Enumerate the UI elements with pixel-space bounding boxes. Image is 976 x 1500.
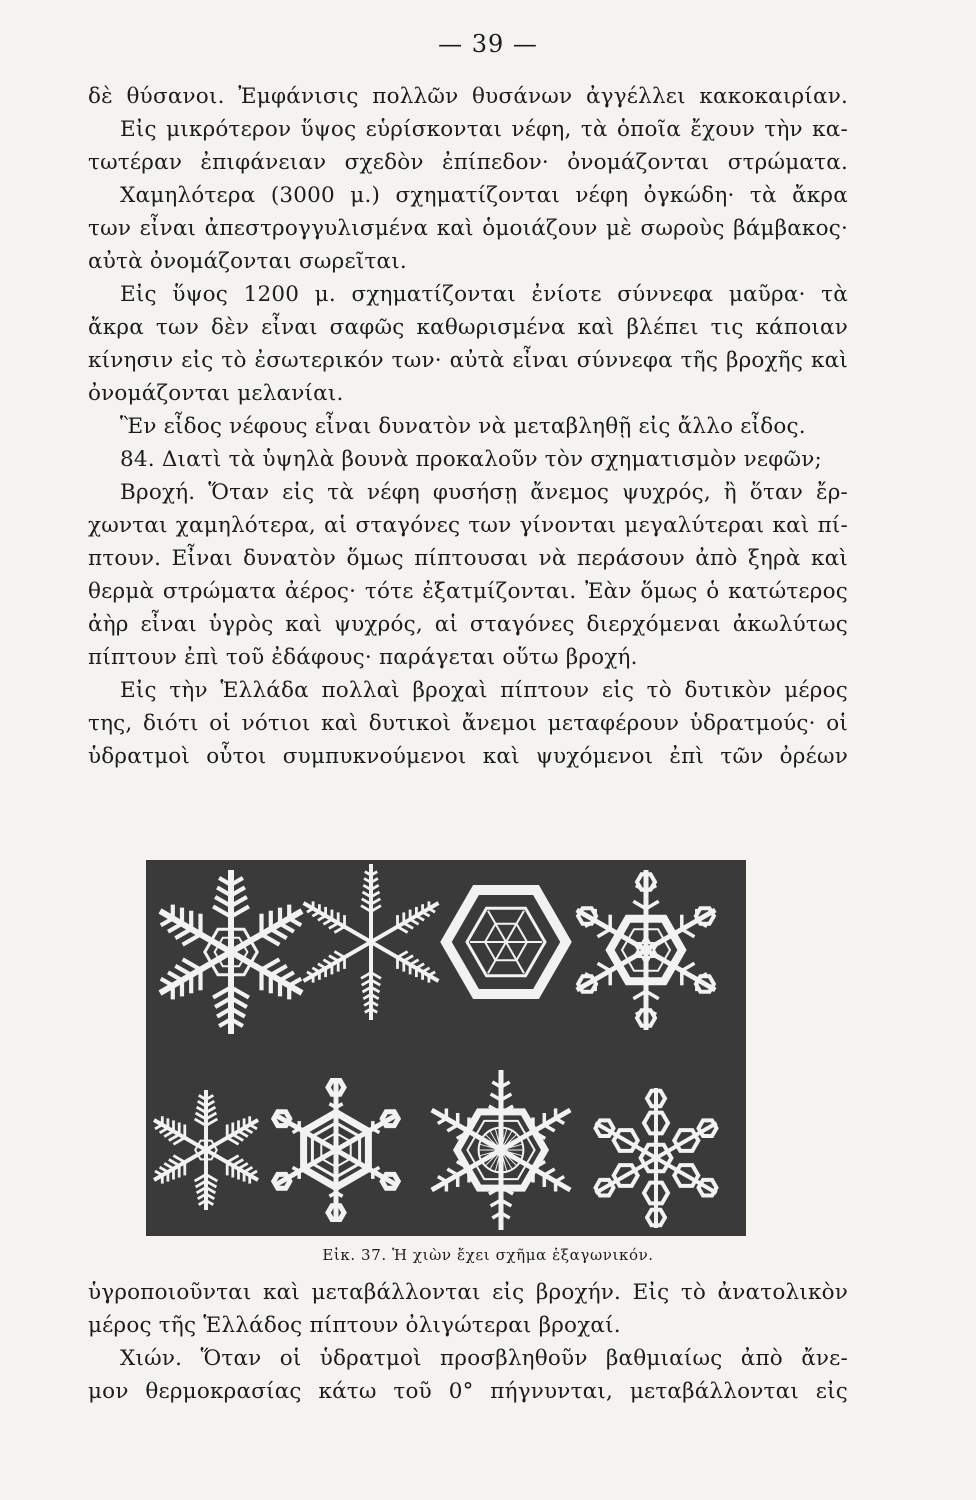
text-line: Χιών. Ὅταν οἱ ὑδρατμοὶ προσβληθοῦν βαθμιαίως ἀπὸ ἄνε- [120, 1346, 848, 1371]
snowflake-figure [146, 860, 746, 1236]
page-number: — 39 — [438, 30, 538, 58]
text-line: Εἰς ὕψος 1200 μ. σχηματίζονται ἐνίοτε σύννεφα μαῦρα· τὰ [120, 282, 848, 307]
snowflake-sectored-icon [595, 1088, 716, 1228]
text-line: τωτέραν ἐπιφάνειαν σχεδὸν ἐπίπεδον· ὀνομάζονται στρώματα. [88, 150, 848, 175]
text-line: μον θερμοκρασίας κάτω τοῦ 0° πήγνυνται, μεταβάλλονται εἰς [88, 1379, 848, 1404]
text-line: κίνησιν εἰς τὸ ἐσωτερικόν των· αὐτὰ εἶναι σύννεφα τῆς βροχῆς καὶ [88, 348, 848, 373]
snowflake-hexagon-plate-icon [446, 890, 566, 994]
text-line: ὀνομάζονται μελανίαι. [88, 381, 344, 406]
snowflake-fern-icon [154, 1090, 258, 1210]
text-line: χωνται χαμηλότερα, αἱ σταγόνες των γίνονται μεγαλύτεραι καὶ πί- [88, 513, 848, 538]
text-line: πτουν. Εἶναι δυνατὸν ὅμως πίπτουσαι νὰ περάσουν ἀπὸ ξηρὰ καὶ [88, 546, 848, 571]
text-line: αὐτὰ ὀνομάζονται σωρεῖται. [88, 249, 407, 274]
text-line: Ἓν εἶδος νέφους εἶναι δυνατὸν νὰ μεταβληθῇ εἰς ἄλλο εἶδος. [120, 414, 806, 439]
upper-text-block [88, 80, 848, 773]
text-line: της, διότι οἱ νότιοι καὶ δυτικοὶ ἄνεμοι μεταφέρουν ὑδρατμούς· οἱ [88, 711, 848, 736]
text-line: των εἶναι ἀπεστρογγυλισμένα καὶ ὁμοιάζουν μὲ σωροὺς βάμβακος· [88, 216, 848, 241]
snowflake-hex-frame-icon [274, 1081, 398, 1220]
text-line: ἄκρα των δὲν εἶναι σαφῶς καθωρισμένα καὶ βλέπει τις κάποιαν [88, 315, 848, 340]
text-line: Εἰς μικρότερον ὕψος εὑρίσκονται νέφη, τὰ ὁποῖα ἔχουν τὴν κα- [120, 117, 848, 142]
snowflake-radial-plate-icon [432, 1070, 571, 1230]
lower-text-block [88, 1276, 848, 1408]
text-line: Χαμηλότερα (3000 μ.) σχηματίζονται νέφη ὀγκώδη· τὰ ἄκρα [120, 183, 848, 208]
snowflake-illustration [146, 860, 746, 1236]
text-line: ὑγροποιοῦνται καὶ μεταβάλλονται εἰς βροχήν. Εἰς τὸ ἀνατολικὸν [88, 1280, 848, 1305]
snowflake-needle-star-icon [304, 864, 439, 1020]
text-line: μέρος τῆς Ἑλλάδος πίπτουν ὀλιγώτεραι βροχαί. [88, 1313, 621, 1338]
snowflake-star-plate-icon [577, 870, 716, 1030]
text-line: δὲ θύσανοι. Ἐμφάνισις πολλῶν θυσάνων ἀγγέλλει κακοκαιρίαν. [88, 84, 848, 109]
snowflake-dendrite-icon [160, 870, 302, 1034]
text-line: ὑδρατμοὶ οὗτοι συμπυκνούμενοι καὶ ψυχόμενοι ἐπὶ τῶν ὀρέων [88, 744, 848, 769]
text-line: Βροχή. Ὅταν εἰς τὰ νέφη φυσήσῃ ἄνεμος ψυχρός, ἢ ὅταν ἔρ- [120, 480, 848, 505]
text-line: θερμὰ στρώματα ἀέρος· τότε ἐξατμίζονται. Ἐὰν ὅμως ὁ κατώτερος [88, 579, 848, 604]
text-line: ἀὴρ εἶναι ὑγρὸς καὶ ψυχρός, αἱ σταγόνες διερχόμεναι ἀκωλύτως [88, 612, 848, 637]
text-line: πίπτουν ἐπὶ τοῦ ἐδάφους· παράγεται οὕτω βροχή. [88, 645, 638, 670]
text-line: Εἰς τὴν Ἑλλάδα πολλαὶ βροχαὶ πίπτουν εἰς τὸ δυτικὸν μέρος [120, 678, 848, 703]
figure-caption: Εἰκ. 37. Ἡ χιὼν ἔχει σχῆμα ἑξαγωνικόν. [322, 1246, 654, 1264]
question-line: 84. Διατὶ τὰ ὑψηλὰ βουνὰ προκαλοῦν τὸν σχηματισμὸν νεφῶν; [120, 447, 822, 472]
